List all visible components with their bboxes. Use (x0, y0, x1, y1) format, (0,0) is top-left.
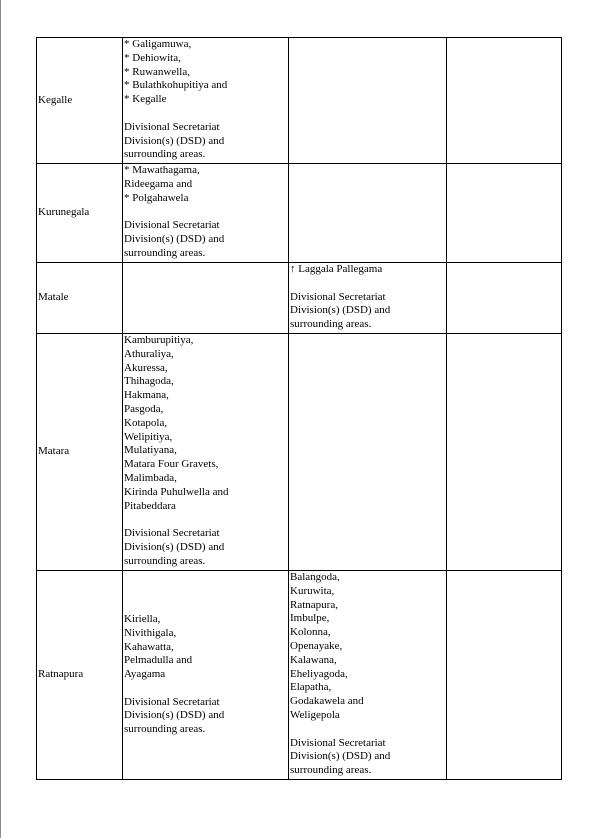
cell-text-line: Ratnapura, (290, 598, 338, 611)
cell-text-line: * Dehiowita, (124, 51, 181, 64)
empty-cell (447, 334, 562, 571)
cell-text-line: Kalawana, (290, 653, 337, 666)
district-cell: Kurunegala (37, 164, 123, 263)
cell-text-line: Divisional Secretariat (124, 219, 220, 232)
cell-text-line: Mulatiyana, (124, 444, 177, 457)
cell-text-line: Kolonna, (290, 626, 331, 639)
cell-text-line: surrounding areas. (124, 554, 206, 567)
divisions-cell-alt (289, 571, 447, 780)
table-row-kurunegala (37, 164, 562, 263)
cell-text-line: Pasgoda, (124, 402, 164, 415)
table-row-matara (37, 334, 562, 571)
divisions-cell (123, 334, 289, 571)
cell-text-line: Godakawela and (290, 695, 364, 708)
cell-text-line: Malimbada, (124, 471, 177, 484)
cell-text-line: surrounding areas. (124, 148, 206, 161)
cell-text-line: Kuruwita, (290, 584, 335, 597)
cell-text-line: Kotapola, (124, 416, 168, 429)
blank-line (124, 205, 287, 219)
cell-text-line: * Ruwanwella, (124, 65, 190, 78)
cell-text-line: ↑ Laggala Pallegama (290, 263, 383, 275)
district-cell: Matale (37, 263, 123, 334)
cell-text-line: Welipitiya, (124, 430, 173, 443)
cell-text-line: Ayagama (124, 668, 166, 681)
cell-text-line: Hakmana, (124, 389, 169, 402)
table-row-matale (37, 263, 562, 334)
divisions-cell (123, 571, 289, 780)
cell-text-line: Balangoda, (290, 571, 340, 583)
cell-text-line: Division(s) (DSD) and (124, 540, 225, 553)
empty-cell (447, 263, 562, 334)
cell-text-line: surrounding areas. (290, 764, 372, 777)
table-row-ratnapura (37, 571, 562, 780)
divisions-cell-alt (289, 164, 447, 263)
empty-cell (447, 38, 562, 164)
cell-text-line: surrounding areas. (124, 723, 206, 736)
cell-text-line: Imbulpe, (290, 612, 330, 625)
cell-text-line: Division(s) (DSD) and (290, 750, 391, 763)
divisions-cell-alt (289, 38, 447, 164)
cell-text-line: Thihagoda, (124, 375, 174, 388)
divisions-cell-alt (289, 334, 447, 571)
cell-text-line: Divisional Secretariat (290, 290, 386, 303)
cell-text-line: * Kegalle (124, 93, 167, 106)
cell-text-line: Divisional Secretariat (290, 736, 386, 749)
empty-cell (447, 571, 562, 780)
cell-text-line: Kahawatta, (124, 640, 174, 653)
cell-text-line: Division(s) (DSD) and (124, 232, 225, 245)
cell-text-line: Divisional Secretariat (124, 527, 220, 540)
cell-text-line: surrounding areas. (124, 246, 206, 259)
cell-text-line: Division(s) (DSD) and (124, 709, 225, 722)
blank-line (124, 513, 287, 527)
cell-text-line: Akuressa, (124, 361, 168, 374)
cell-text-line: * Bulathkohupitiya and (124, 79, 228, 92)
blank-line (290, 723, 445, 737)
cell-text-line: Divisional Secretariat (124, 120, 220, 133)
divisions-cell (123, 38, 289, 164)
district-table (36, 37, 562, 780)
cell-text-line: Pelmadulla and (124, 654, 193, 667)
cell-text-line: Elapatha, (290, 681, 332, 694)
cell-text-line: Kirinda Puhulwella and (124, 485, 229, 498)
empty-cell (447, 164, 562, 263)
cell-text-line: * Galigamuwa, (124, 38, 192, 50)
district-cell: Ratnapura (37, 571, 123, 780)
cell-text-line: Kiriella, (124, 612, 161, 625)
cell-text-line: Rideegama and (124, 177, 193, 190)
blank-line (290, 277, 445, 291)
divisions-cell (123, 263, 289, 334)
cell-text-line: Division(s) (DSD) and (124, 134, 225, 147)
cell-text-line: surrounding areas. (290, 318, 372, 331)
blank-line (124, 107, 287, 121)
divisions-cell (123, 164, 289, 263)
cell-text-line: Openayake, (290, 639, 343, 652)
district-cell: Matara (37, 334, 123, 571)
cell-text-line: Weligepola (290, 708, 340, 721)
cell-text-line: Pitabeddara (124, 499, 176, 512)
cell-text-line: * Polgahawela (124, 191, 189, 204)
blank-line (124, 682, 287, 696)
cell-text-line: Division(s) (DSD) and (290, 304, 391, 317)
cell-text-line: Kamburupitiya, (124, 334, 194, 346)
cell-text-line: Eheliyagoda, (290, 667, 348, 680)
table-row-kegalle (37, 38, 562, 164)
district-cell: Kegalle (37, 38, 123, 164)
cell-text-line: Divisional Secretariat (124, 695, 220, 708)
cell-text-line: Matara Four Gravets, (124, 458, 219, 471)
divisions-cell-alt (289, 263, 447, 334)
cell-text-line: * Mawathagama, (124, 164, 200, 176)
cell-text-line: Nivithigala, (124, 626, 177, 639)
cell-text-line: Athuraliya, (124, 347, 174, 360)
